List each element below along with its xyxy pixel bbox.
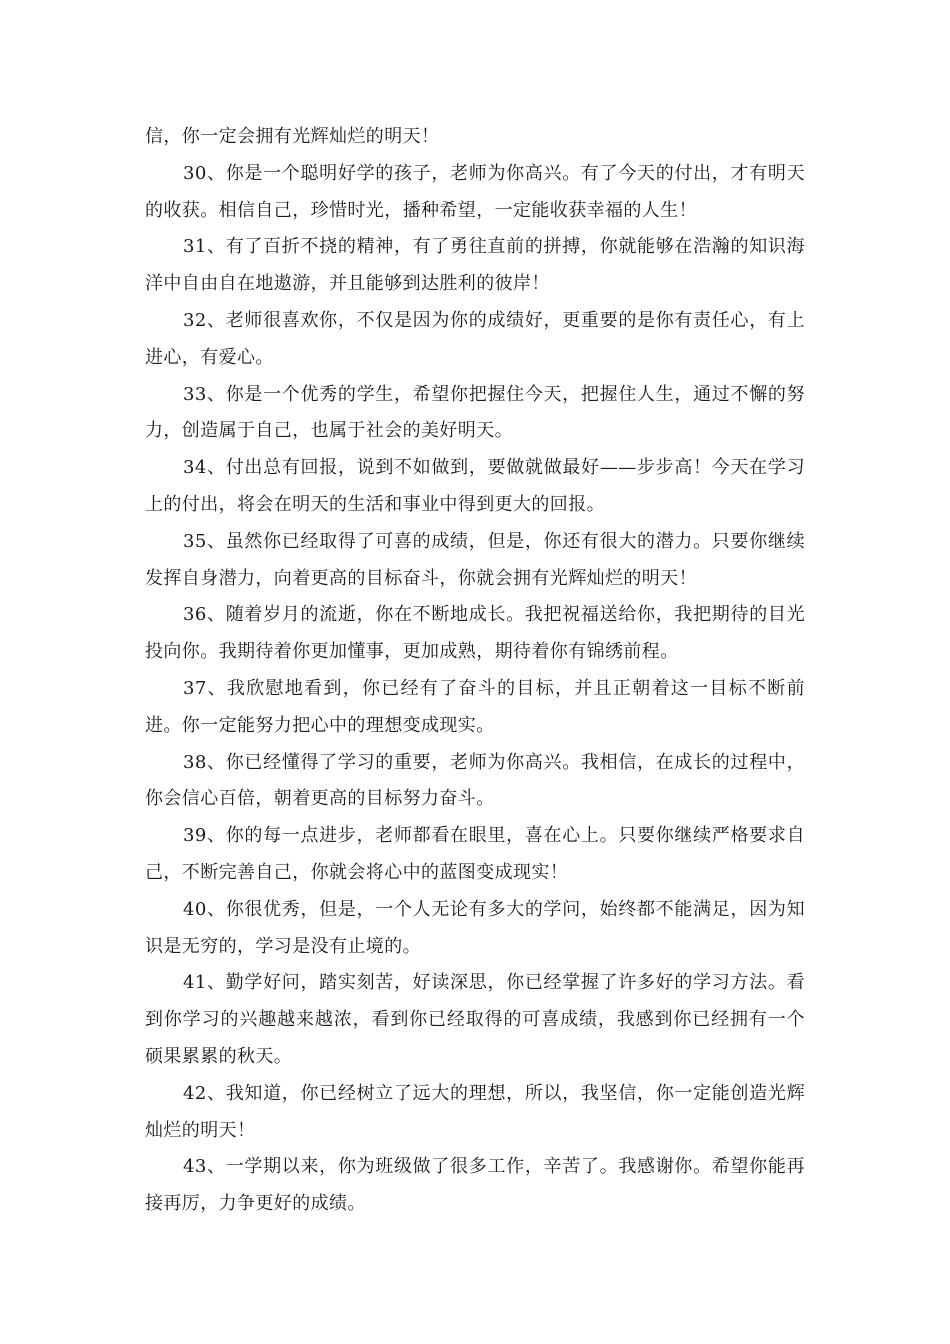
comment-paragraph-31: 31、有了百折不挠的精神，有了勇往直前的拼搏，你就能够在浩瀚的知识海洋中自由自在地遨游，并且能够到达胜利的彼岸！ [145, 236, 805, 295]
comment-paragraph-37: 37、我欣慰地看到，你已经有了奋斗的目标，并且正朝着这一目标不断前进。你一定能努力把心中的理想变成现实。 [145, 677, 805, 736]
comment-paragraph-41: 41、勤学好问，踏实刻苦，好读深思，你已经掌握了许多好的学习方法。看到你学习的兴趣越来越浓，看到你已经取得的可喜成绩，我感到你已经拥有一个硕果累累的秋天。 [145, 972, 805, 1067]
comment-paragraph-38: 38、你已经懂得了学习的重要，老师为你高兴。我相信，在成长的过程中，你会信心百倍，朝着更高的目标努力奋斗。 [145, 751, 805, 810]
comment-paragraph-40: 40、你很优秀，但是，一个人无论有多大的学问，始终都不能满足，因为知识是无穷的，学习是没有止境的。 [145, 898, 805, 957]
comment-paragraph-39: 39、你的每一点进步，老师都看在眼里，喜在心上。只要你继续严格要求自己，不断完善自己，你就会将心中的蓝图变成现实！ [145, 825, 805, 883]
comment-paragraph-30: 30、你是一个聪明好学的孩子，老师为你高兴。有了今天的付出，才有明天的收获。相信自己，珍惜时光，播种希望，一定能收获幸福的人生！ [145, 162, 805, 221]
comment-paragraph-36: 36、随着岁月的流逝，你在不断地成长。我把祝福送给你，我把期待的目光投向你。我期待着你更加懂事，更加成熟，期待着你有锦绣前程。 [145, 604, 805, 663]
comment-paragraph-32: 32、老师很喜欢你，不仅是因为你的成绩好，更重要的是你有责任心，有上进心，有爱心。 [145, 309, 805, 368]
comment-paragraph-35: 35、虽然你已经取得了可喜的成绩，但是，你还有很大的潜力。只要你继续发挥自身潜力，向着更高的目标奋斗，你就会拥有光辉灿烂的明天！ [145, 530, 805, 589]
comment-paragraph-43: 43、一学期以来，你为班级做了很多工作，辛苦了。我感谢你。希望你能再接再厉，力争更好的成绩。 [145, 1156, 805, 1215]
document-body [145, 119, 805, 1223]
comment-paragraph-33: 33、你是一个优秀的学生，希望你把握住今天，把握住人生，通过不懈的努力，创造属于自己，也属于社会的美好明天。 [145, 383, 805, 442]
continuation-paragraph: 信，你一定会拥有光辉灿烂的明天！ [145, 126, 440, 147]
comment-paragraph-42: 42、我知道，你已经树立了远大的理想，所以，我坚信，你一定能创造光辉灿烂的明天！ [145, 1082, 805, 1141]
comment-paragraph-34: 34、付出总有回报，说到不如做到，要做就做最好——步步高！今天在学习上的付出，将会在明天的生活和事业中得到更大的回报。 [145, 457, 805, 515]
